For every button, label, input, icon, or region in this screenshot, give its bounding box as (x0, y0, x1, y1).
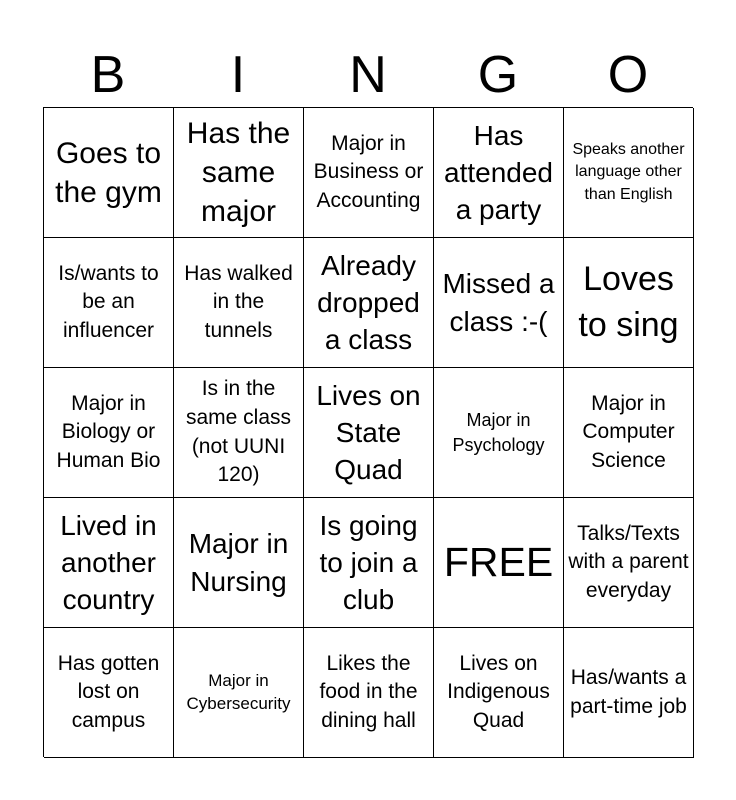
cell-text: Lives on Indigenous Quad (447, 651, 550, 732)
cell-text: Is going to join a club (319, 509, 418, 616)
bingo-cell (304, 108, 434, 238)
header-letter-g: G (477, 46, 519, 104)
bingo-cell (434, 628, 564, 758)
bingo-cell (304, 628, 434, 758)
bingo-cell (44, 238, 174, 368)
bingo-cell (434, 108, 564, 238)
cell-text: Is/wants to be an influencer (58, 261, 159, 342)
cell-text: Already dropped a class (317, 249, 420, 356)
bingo-cell (44, 498, 174, 628)
bingo-cell (174, 628, 304, 758)
cell-text: Is in the same class (not UUNI 120) (185, 377, 292, 487)
cell-text: Has the same major (186, 117, 291, 228)
bingo-cell (304, 498, 434, 628)
bingo-cell (564, 368, 694, 498)
bingo-cell (174, 498, 304, 628)
bingo-cell (304, 368, 434, 498)
bingo-header (43, 42, 693, 108)
header-letter-b: B (90, 46, 126, 104)
cell-text: Lived in another country (60, 509, 157, 616)
header-letter-i: I (230, 46, 246, 104)
bingo-grid (43, 107, 693, 757)
cell-text: Major in Business or Accounting (313, 131, 424, 212)
bingo-cell (564, 238, 694, 368)
bingo-cell (44, 108, 174, 238)
bingo-cell (304, 238, 434, 368)
cell-text: Major in Psychology (452, 410, 545, 455)
header-letter-o: O (607, 46, 649, 104)
bingo-cell (174, 368, 304, 498)
cell-text: Talks/Texts with a parent everyday (568, 521, 689, 602)
cell-text: Missed a class :-( (442, 268, 555, 337)
cell-text: Has gotten lost on campus (57, 651, 160, 732)
bingo-cell (434, 368, 564, 498)
cell-text: Major in Computer Science (582, 391, 675, 472)
bingo-cell (564, 628, 694, 758)
cell-text: Likes the food in the dining hall (319, 651, 418, 732)
cell-text: Has walked in the tunnels (184, 261, 293, 342)
free-cell (434, 498, 564, 628)
bingo-cell (44, 628, 174, 758)
cell-text: Loves to sing (578, 259, 679, 344)
bingo-cell (564, 108, 694, 238)
cell-text: Speaks another language other than English (572, 140, 685, 203)
bingo-cell (174, 108, 304, 238)
cell-text: Lives on State Quad (316, 379, 421, 486)
bingo-cell (174, 238, 304, 368)
cell-text: Goes to the gym (55, 136, 162, 209)
header-letter-n: N (349, 46, 387, 104)
cell-text: Has/wants a part-time job (570, 665, 687, 718)
cell-text: Major in Cybersecurity (186, 671, 291, 713)
bingo-cell (434, 238, 564, 368)
free-label: FREE (443, 539, 554, 585)
bingo-cell (44, 368, 174, 498)
cell-text: Major in Biology or Human Bio (56, 391, 161, 472)
cell-text: Major in Nursing (188, 528, 289, 597)
cell-text: Has attended a party (444, 119, 553, 226)
bingo-cell (564, 498, 694, 628)
